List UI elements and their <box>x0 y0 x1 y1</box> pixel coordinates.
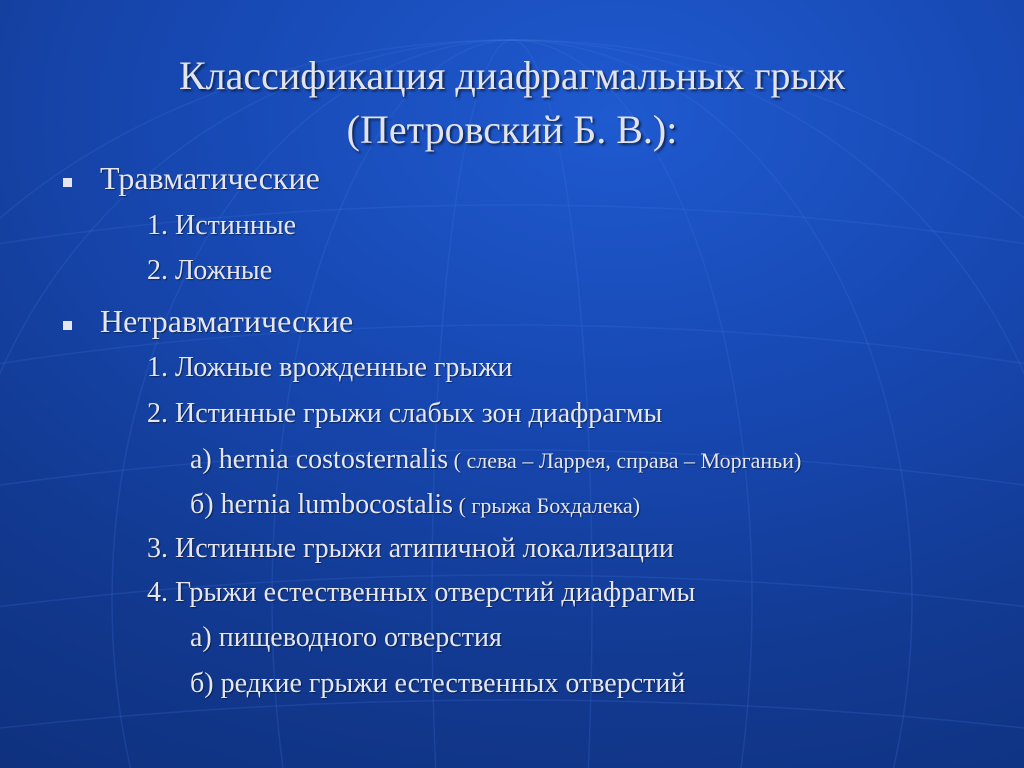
sub-list-item: б) редкие грыжи естественных отверстий <box>190 668 686 699</box>
list-item: 4. Грыжи естественных отверстий диафрагмы <box>147 577 696 608</box>
slide-title-line-1: Классификация диафрагмальных грыж <box>178 53 846 98</box>
sub-list-item: а) пищеводного отверстия <box>190 622 502 653</box>
section-heading-nontraumatic: Нетравматические <box>100 303 354 339</box>
bullet-square-icon <box>63 178 72 187</box>
list-item: 1. Ложные врожденные грыжи <box>147 352 513 383</box>
sub-item-main: б) hernia lumbocostalis <box>190 489 454 520</box>
section-heading-traumatic: Травматические <box>100 160 320 196</box>
sub-item-note: ( грыжа Бохдалека) <box>453 493 641 518</box>
list-item: 3. Истинные грыжи атипичной локализации <box>147 533 674 564</box>
sub-item-note: ( слева – Ларрея, справа – Морганьи) <box>448 448 802 473</box>
sub-item-main: а) hernia costosternalis <box>190 444 449 475</box>
list-item: 2. Ложные <box>147 255 273 286</box>
list-item: 1. Истинные <box>147 210 297 241</box>
slide-title-line-2: (Петровский Б. В.): <box>346 107 678 152</box>
list-item: 2. Истинные грыжи слабых зон диафрагмы <box>147 398 663 429</box>
sub-list-item <box>190 489 640 522</box>
sub-list-item <box>190 444 801 477</box>
bullet-square-icon <box>63 321 72 330</box>
